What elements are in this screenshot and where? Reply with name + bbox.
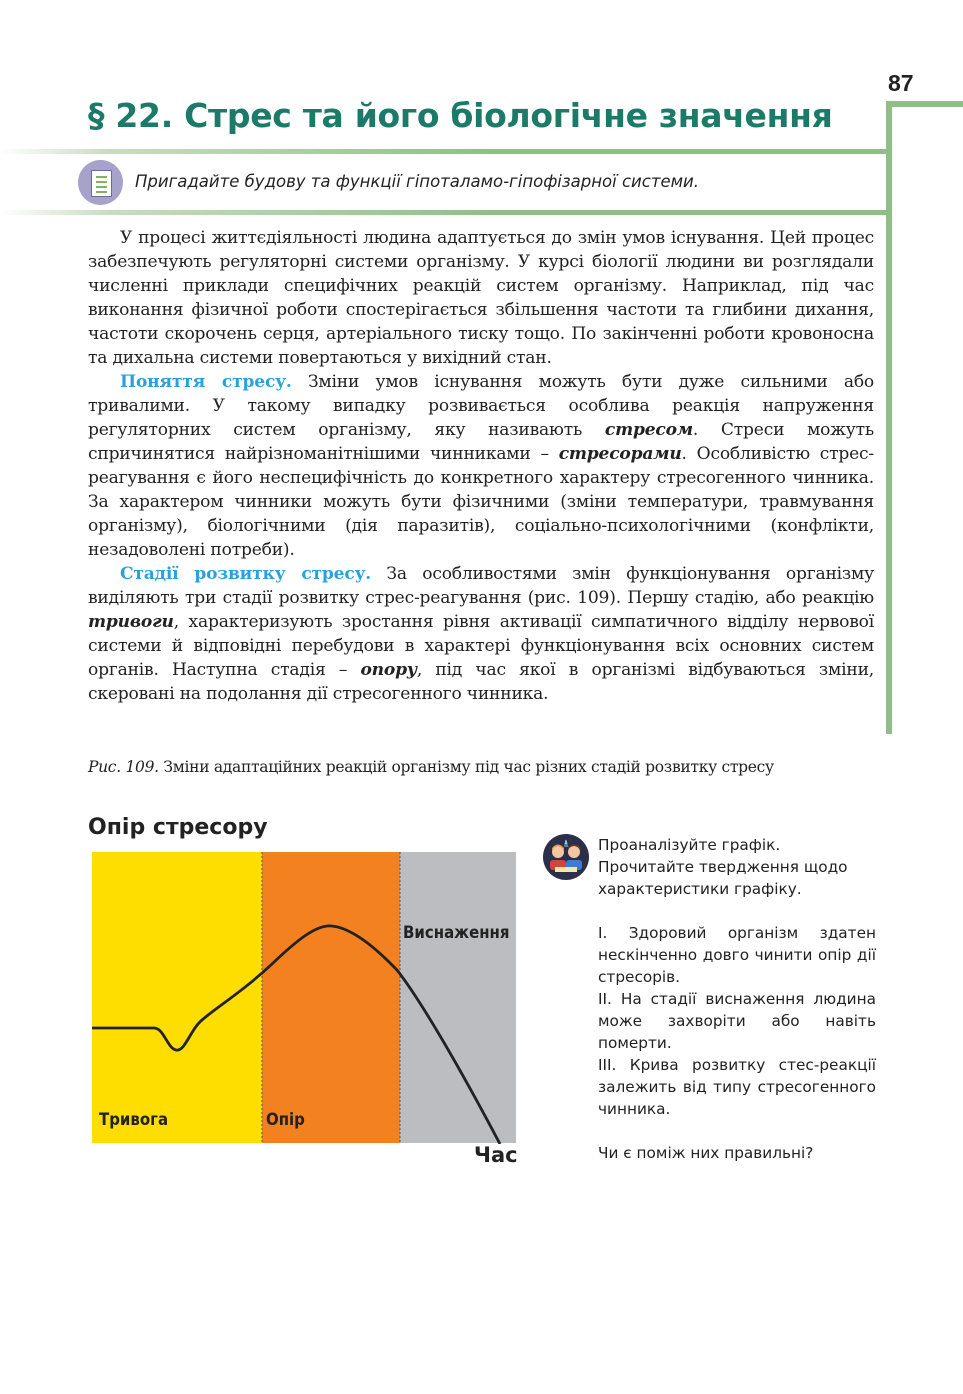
statement-1: І. Здоровий організм здатен нескінченно довго чинити опір дії стресорів. [598, 924, 876, 986]
statement-2: ІІ. На стадії виснаження людина може захворіти або навіть померти. [598, 990, 876, 1052]
title-divider [0, 149, 892, 154]
section-heading-stress-concept: Поняття стресу. [120, 372, 292, 392]
analysis-question: Чи є поміж них правильні? [598, 1144, 814, 1162]
text-run: За особливостями змін функціонування організму виділяють три стадії розвитку стрес-реагування (рис. 109). Першу стадію, або реакцію [88, 564, 874, 608]
zone-label-alarm: Тривога [99, 1110, 169, 1130]
page-edge-bar [886, 101, 963, 107]
page-number: 87 [888, 70, 914, 96]
zone-alarm [92, 852, 262, 1143]
zone-label-exhaustion: Виснаження [403, 923, 510, 943]
text-run: . Стреси можуть спричинятися найрізноманітнішими чинниками – [88, 420, 875, 464]
main-text [88, 226, 874, 706]
zone-label-resistance: Опір [266, 1110, 305, 1130]
paragraph-1: У процесі життєдіяльності людина адаптується до змін умов існування. Цей процес забезпечують регуляторні системи організму. У курсі біології людини ви розглядали численні приклади специфічних реакцій систем організму. Наприклад, під час виконання фізичної роботи спостерігається збільшення частоти та глибини дихання, частоти скорочень серця, артеріального тиску тощо. По закінченні роботи кровоносна та дихальна системи повертаються у вихідний стан. [88, 228, 874, 368]
term-stressors: стресорами [558, 444, 682, 464]
term-alarm: тривоги [88, 612, 174, 632]
page-title: § 22. Стрес та його біологічне значення [88, 96, 833, 135]
term-resistance: опору [360, 660, 417, 680]
analysis-panel [598, 834, 876, 1164]
page-edge-bar-vertical [886, 101, 892, 734]
paragraph-2 [88, 370, 874, 562]
statement-3: ІІІ. Крива розвитку стес-реакції залежить від типу стресогенного чинника. [598, 1056, 876, 1118]
recall-prompt: Пригадайте будову та функції гіпоталамо-гіпофізарної системи. [135, 172, 700, 191]
text-run: Зміни умов існування можуть бути дуже сильними або тривалими. У такому випадку розвивається особлива реакція напруження регуляторних систем організму, яку називають [88, 372, 875, 440]
analysis-intro: Проаналізуйте графік. Прочитайте твердження щодо характеристики графіку. [598, 836, 848, 898]
term-stress: стресом [604, 420, 693, 440]
recall-divider [0, 210, 892, 215]
text-run: , під час якої в організмі відбуваються зміни, скеровані на подолання дії стресогенного чинника. [88, 660, 875, 704]
figure-caption [88, 758, 774, 776]
chart-y-label: Опір стресору [88, 815, 268, 840]
students-icon [543, 834, 589, 880]
chart-x-label: Час [474, 1143, 518, 1167]
figure-caption-text: Зміни адаптаційних реакцій організму під час різних стадій розвитку стресу [158, 758, 774, 776]
notepad-icon [78, 160, 123, 205]
text-run: . Особливістю стрес-реагування є його неспецифічність до конкретного характеру стресогенного чинника. За характером чинники можуть бути фізичними (зміни температури, травмування організму), біологічними (дія паразитів), соціально-психологічними (конфлікти, незадоволені потреби). [88, 444, 874, 560]
stress-chart [92, 852, 517, 1144]
zone-resistance [262, 852, 400, 1143]
text-run: , характеризують зростання рівня активації симпатичного відділу нервової системи й відповідні перебудови в характері функціонування всіх основних систем органів. Наступна стадія – [88, 612, 874, 680]
section-heading-stress-stages: Стадії розвитку стресу. [120, 564, 372, 584]
paragraph-3 [88, 562, 874, 706]
figure-label: Рис. 109. [88, 758, 159, 776]
